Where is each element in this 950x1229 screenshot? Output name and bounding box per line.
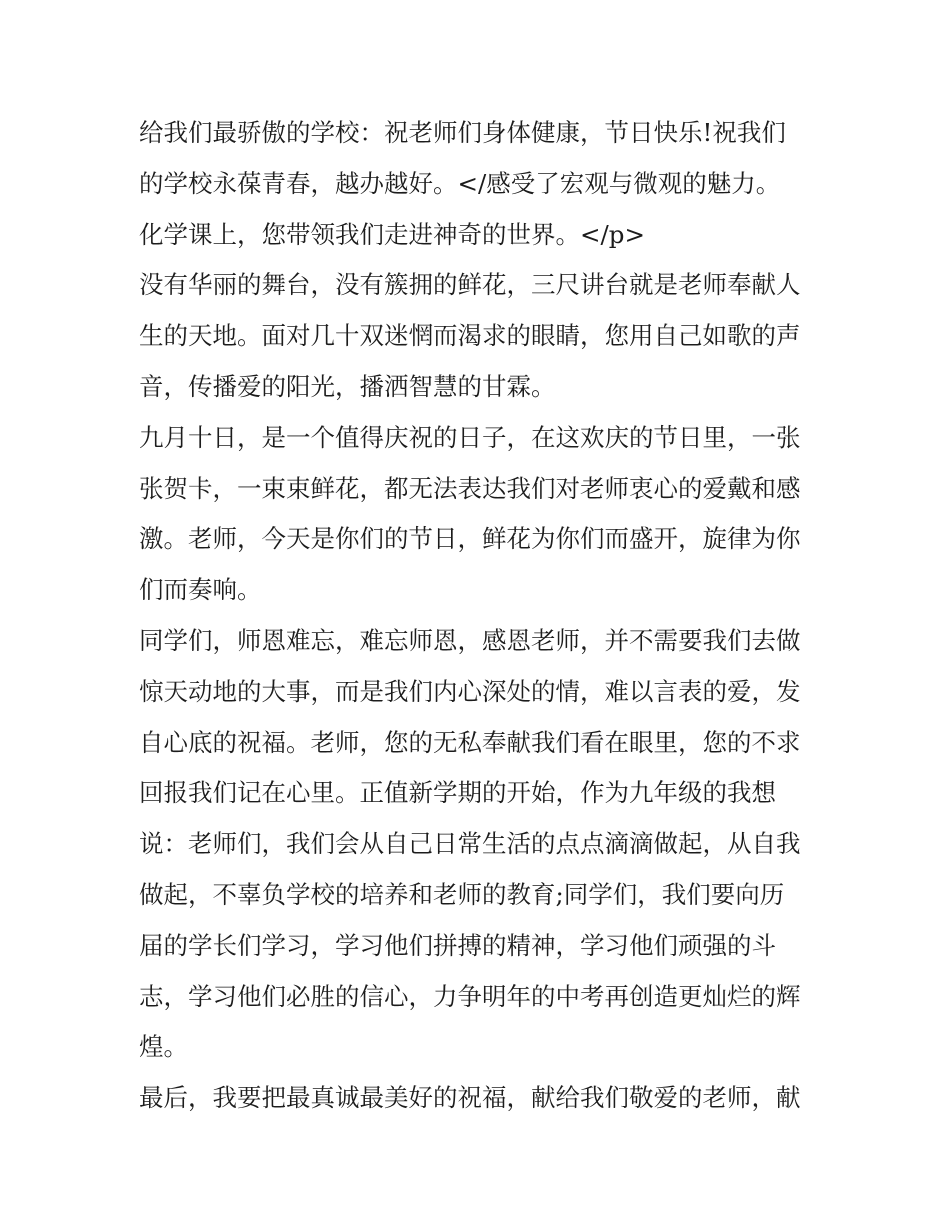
text-line: 届的学长们学习，学习他们拼搏的精神，学习他们顽强的斗 [139, 930, 776, 960]
text-line: 激。老师，今天是你们的节日，鲜花为你们而盛开，旋律为你 [139, 524, 801, 554]
text-line: 的学校永葆青春，越办越好。</感受了宏观与微观的魅力。 [139, 168, 781, 198]
text-line: 化学课上，您带领我们走进神奇的世界。</p> [139, 219, 645, 249]
paragraph-2 [139, 260, 815, 412]
text-line: 们而奏响。 [139, 575, 262, 605]
text-line: 没有华丽的舞台，没有簇拥的鲜花，三尺讲台就是老师奉献人 [139, 270, 801, 300]
text-line: 惊天动地的大事，而是我们内心深处的情，难以言表的爱，发 [139, 676, 801, 706]
text-line: 煌。 [139, 1032, 188, 1062]
paragraph-1 [139, 108, 815, 260]
text-line: 志，学习他们必胜的信心，力争明年的中考再创造更灿烂的辉 [139, 981, 801, 1011]
text-line: 回报我们记在心里。正值新学期的开始，作为九年级的我想 [139, 778, 776, 808]
text-line: 音，传播爱的阳光，播洒智慧的甘霖。 [139, 371, 556, 401]
text-line: 自心底的祝福。老师，您的无私奉献我们看在眼里，您的不求 [139, 727, 801, 757]
text-line: 生的天地。面对几十双迷惘而渴求的眼睛，您用自己如歌的声 [139, 321, 801, 351]
text-line: 最后，我要把最真诚最美好的祝福，献给我们敬爱的老师，献 [139, 1083, 801, 1113]
document-page [139, 108, 815, 1124]
paragraph-4 [139, 616, 815, 1073]
paragraph-5 [139, 1073, 815, 1124]
text-line: 九月十日，是一个值得庆祝的日子，在这欢庆的节日里，一张 [139, 422, 801, 452]
text-line: 同学们，师恩难忘，难忘师恩，感恩老师，并不需要我们去做 [139, 625, 801, 655]
text-line: 张贺卡，一束束鲜花，都无法表达我们对老师衷心的爱戴和感 [139, 473, 801, 503]
text-line: 做起，不辜负学校的培养和老师的教育;同学们，我们要向历 [139, 879, 785, 909]
paragraph-3 [139, 413, 815, 616]
text-line: 说：老师们，我们会从自己日常生活的点点滴滴做起，从自我 [139, 829, 801, 859]
text-line: 给我们最骄傲的学校：祝老师们身体健康，节日快乐!祝我们 [139, 118, 786, 147]
